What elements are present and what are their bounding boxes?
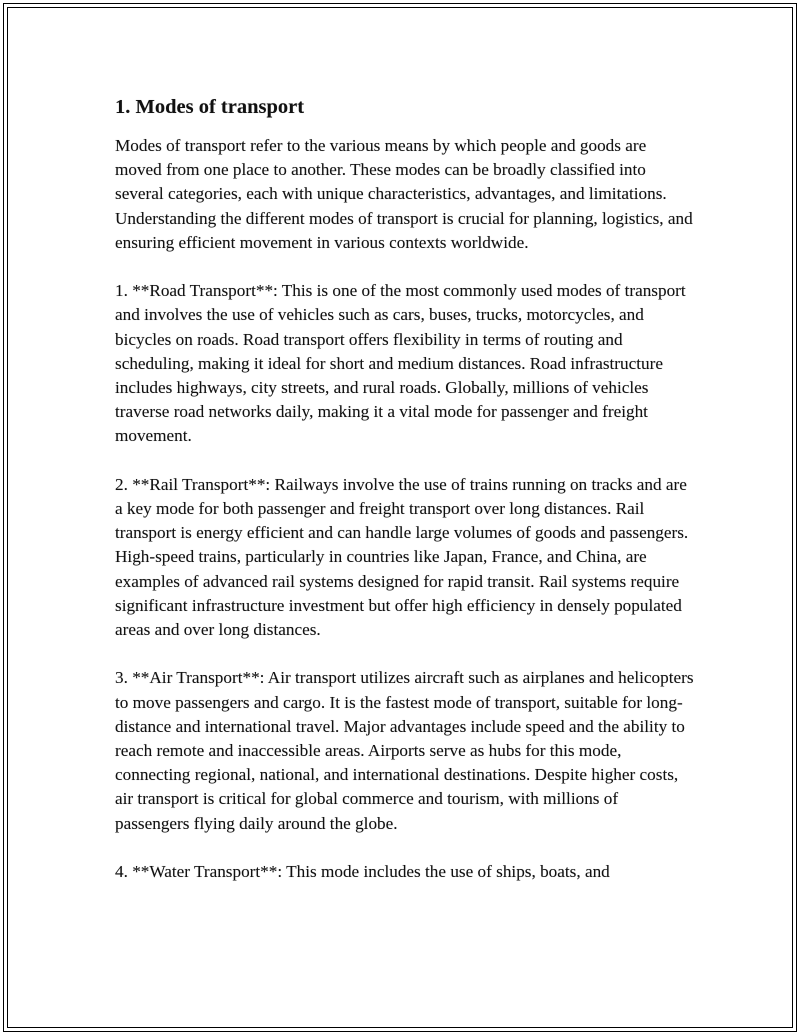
water-transport-paragraph: 4. **Water Transport**: This mode includes the use of ships, boats, and bbox=[115, 862, 610, 882]
section-heading: 1. Modes of transport bbox=[115, 96, 305, 118]
road-transport-paragraph: 1. **Road Transport**: This is one of the most commonly used modes of transport and involves the use of vehicles such as cars, buses, trucks, motorcycles, and bicycles on roads. Road transport offers flexibility in terms of routing and scheduling, making it ideal for short and medium distances. Road infrastructure includes highways, city streets, and rural roads. Globally, millions of vehicles traverse road networks daily, making it a vital mode for passenger and freight movement. bbox=[115, 281, 686, 446]
rail-transport-paragraph: 2. **Rail Transport**: Railways involve the use of trains running on tracks and are a key mode for both passenger and freight transport over long distances. Rail transport is energy efficient and can handle large volumes of goods and passengers. High-speed trains, particularly in countries like Japan, France, and China, are examples of advanced rail systems designed for rapid transit. Rail systems require significant infrastructure investment but offer high efficiency in densely populated areas and over long distances. bbox=[115, 474, 689, 640]
air-transport-paragraph: 3. **Air Transport**: Air transport utilizes aircraft such as airplanes and helicopters to move passengers and cargo. It is the fastest mode of transport, suitable for long-distance and international travel. Major advantages include speed and the ability to reach remote and inaccessible areas. Airports serve as hubs for this mode, connecting regional, national, and international destinations. Despite higher costs, air transport is critical for global commerce and tourism, with millions of passengers flying daily around the globe. bbox=[115, 668, 694, 833]
intro-paragraph: Modes of transport refer to the various means by which people and goods are moved from one place to another. These modes can be broadly classified into several categories, each with unique characteristics, advantages, and limitations. Understanding the different modes of transport is crucial for planning, logistics, and ensuring efficient movement in various contexts worldwide. bbox=[115, 136, 693, 252]
document-body bbox=[115, 94, 695, 908]
